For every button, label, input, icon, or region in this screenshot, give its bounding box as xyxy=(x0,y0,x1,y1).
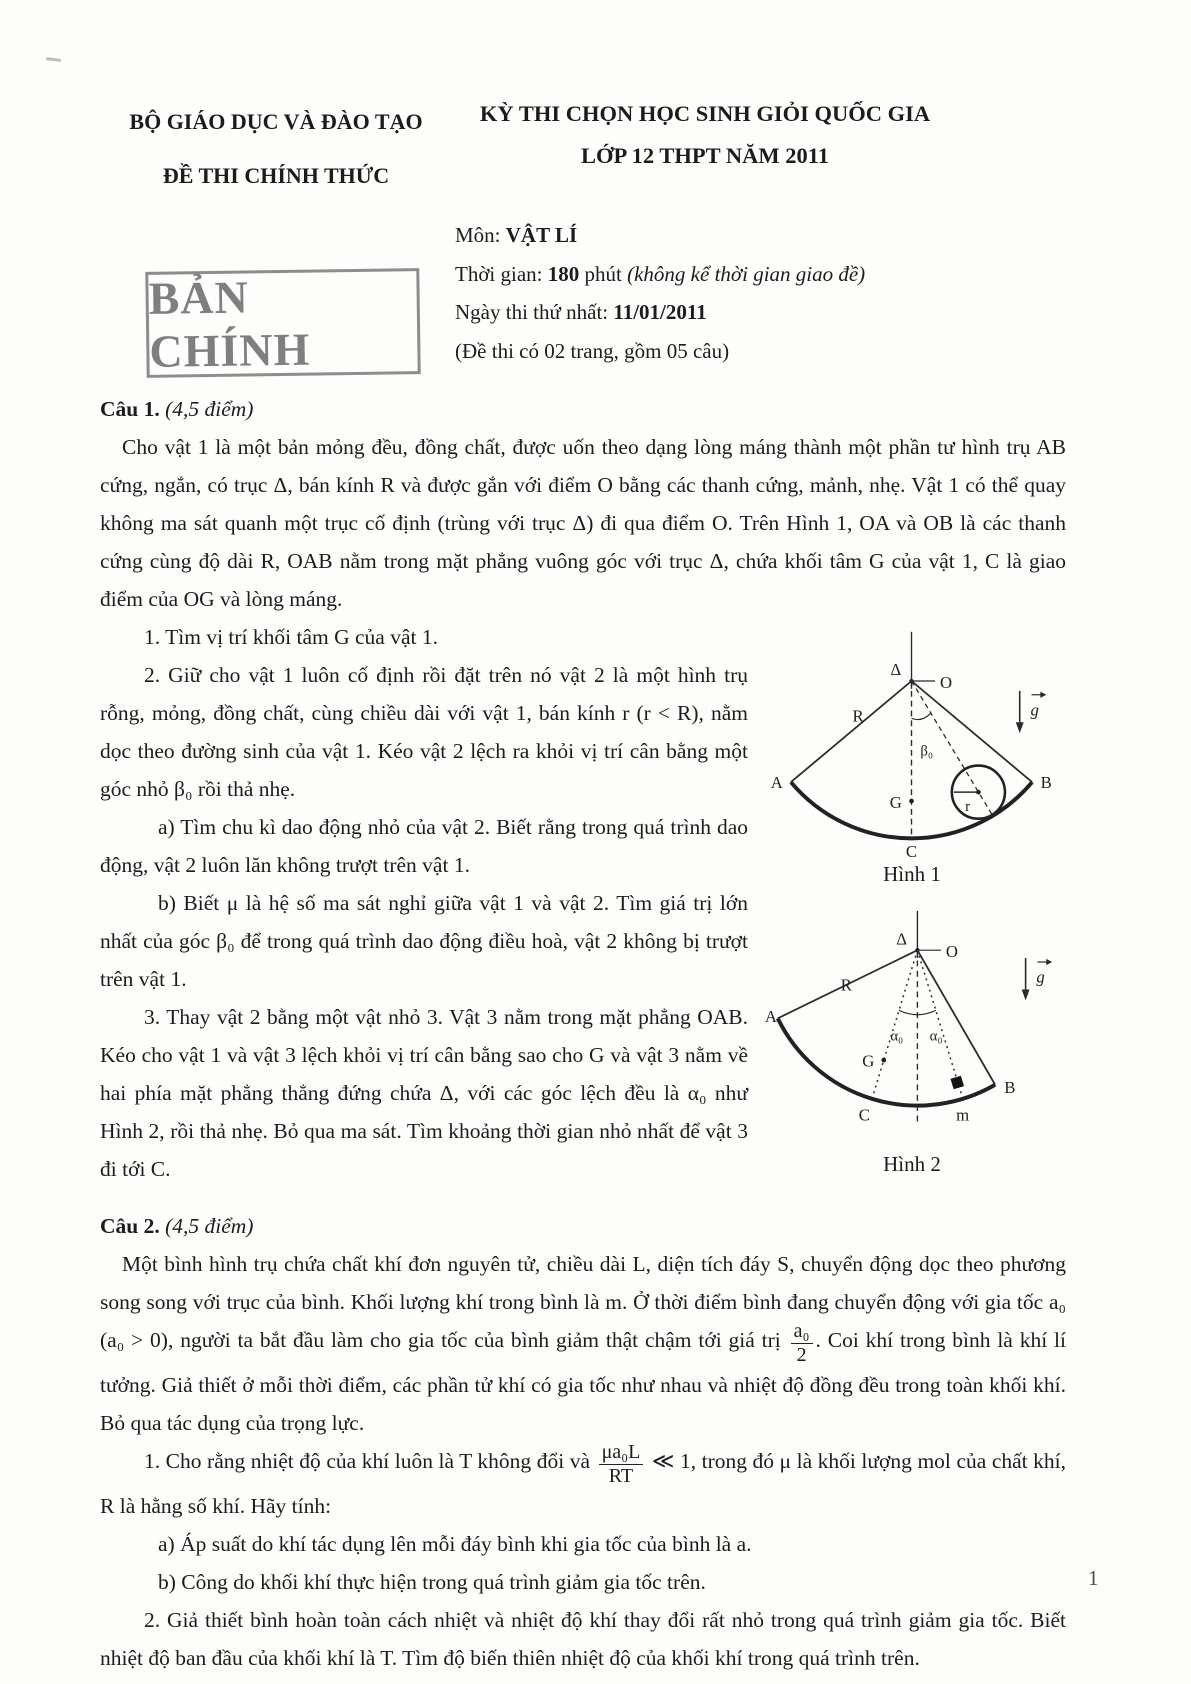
issuer-block xyxy=(106,110,446,188)
stamp-text: BẢN CHÍNH xyxy=(148,271,311,377)
time-value: 180 xyxy=(547,261,580,286)
fig2-r-big-label: R xyxy=(840,975,852,995)
fig2-a-label: A xyxy=(764,1007,777,1026)
fig1-c-label: C xyxy=(905,842,918,861)
exam-body xyxy=(100,390,1066,1677)
fig2-b-label: B xyxy=(1004,1077,1016,1097)
fig2-delta-label: Δ xyxy=(896,929,908,949)
fig1-rod-oa xyxy=(791,681,912,782)
question2-intro xyxy=(100,1245,1066,1442)
question2-item1b: b) Công do khối khí thực hiện trong quá trình giảm gia tốc trên. xyxy=(158,1570,706,1594)
fig2-g-label: G xyxy=(862,1051,875,1071)
fig1-b-label: B xyxy=(1040,773,1052,793)
figure2-tilted-trough-diagram xyxy=(762,893,1062,1151)
question2-item1-text1: 1. Cho rằng nhiệt độ của khí luôn là T không đổi và xyxy=(144,1449,596,1473)
date-line xyxy=(455,293,865,332)
question1-item2b: b) Biết μ là hệ số ma sát nghỉ giữa vật 1 và vật 2. Tìm giá trị lớn nhất của góc β₀ để trong quá trình dao động điều hoà, vật 2 không bị trượt trên vật 1. xyxy=(100,891,748,991)
question1-number: Câu 1. xyxy=(100,397,160,421)
question2-item2: 2. Giả thiết bình hoàn toàn cách nhiệt và nhiệt độ khí thay đổi rất nhỏ trong quá trình giảm gia tốc. Biết nhiệt độ ban đầu của khối khí là T. Tìm độ biến thiên nhiệt độ của khối khí trong quá trình trên. xyxy=(100,1608,1066,1670)
fig2-gravity-arrow xyxy=(1022,958,1052,1000)
question1-heading xyxy=(100,390,1066,428)
fig1-gravity-arrow xyxy=(1016,691,1046,733)
date-value: 11/01/2011 xyxy=(613,300,707,324)
question2-item1 xyxy=(100,1442,1066,1525)
exam-title-line2: LỚP 12 THPT NĂM 2011 xyxy=(581,142,829,168)
fig2-rod-ob xyxy=(917,950,995,1085)
pages-note: (Đề thi có 02 trang, gồm 05 câu) xyxy=(455,338,730,363)
question2-item1a: a) Áp suất do khí tác dụng lên mỗi đáy bình khi gia tốc của bình là a. xyxy=(158,1532,752,1556)
fig2-o-label: O xyxy=(945,942,959,962)
subject-label: Môn: xyxy=(455,223,506,247)
fig1-beta-angle-arc xyxy=(912,713,931,719)
question2-number: Câu 2. xyxy=(100,1214,160,1238)
question2-intro-text1: Một bình hình trụ chứa chất khí đơn nguyên tử, chiều dài L, diện tích đáy S, chuyển động dọc theo phương song song với trục của bình. Khối lượng khí trong bình là m. Ở thời điểm bình đang chuyển động với gia tốc a₀ (a₀ > 0), người ta bắt đầu làm cho gia tốc của bình giảm thật chậm tới giá trị xyxy=(100,1252,1066,1352)
question1-item2: 2. Giữ cho vật 1 luôn cố định rồi đặt trên nó vật 2 là một hình trụ rỗng, mỏng, đồng chất, cùng chiều dài với vật 1, bán kính r (r < R), nằm dọc theo đường sinh của vật 1. Kéo vật 2 lệch ra khỏi vị trí cân bằng một góc nhỏ β₀ rồi thả nhẹ. xyxy=(100,663,748,801)
fig2-alpha-right-label: α₀ xyxy=(929,1028,943,1045)
figure2-caption: Hình 2 xyxy=(883,1152,941,1176)
fig1-o-label: O xyxy=(940,672,953,692)
fig2-alpha-left-label: α₀ xyxy=(890,1028,904,1045)
fig1-beta-label: β₀ xyxy=(920,743,934,760)
question2-points: (4,5 điểm) xyxy=(159,1214,254,1238)
fraction-mua0l-over-rt: $\frac{\text{μa₀L}}{RT}$ xyxy=(599,1442,644,1487)
ban-chinh-stamp xyxy=(145,268,420,378)
issuer-name: BỘ GIÁO DỤC VÀ ĐÀO TẠO xyxy=(129,109,423,134)
date-label: Ngày thi thứ nhất: xyxy=(455,300,614,324)
fig1-r-small-label: r xyxy=(965,798,971,815)
time-note: (không kể thời gian giao đề) xyxy=(627,261,866,286)
fig2-g-label-text: g xyxy=(1036,967,1045,987)
fig2-mass-square xyxy=(950,1076,964,1090)
fig2-c-label: C xyxy=(858,1105,870,1125)
time-line xyxy=(455,255,865,294)
fraction-a0-over-2: $\frac{\text{a₀}}{2}$ xyxy=(791,1321,813,1366)
page-number: 1 xyxy=(1088,1566,1099,1590)
official-exam-label: ĐỀ THI CHÍNH THỨC xyxy=(162,163,390,189)
figure1-quarter-cylinder-diagram xyxy=(762,620,1062,861)
subject-value: VẬT LÍ xyxy=(505,223,578,247)
question1-item1: 1. Tìm vị trí khối tâm G của vật 1. xyxy=(144,625,438,649)
question1-item2a: a) Tìm chu kì dao động nhỏ của vật 2. Biết rằng trong quá trình dao động, vật 2 luôn lăn không trượt trên vật 1. xyxy=(100,815,748,877)
fig1-g-label-text: g xyxy=(1030,700,1039,720)
fig2-m-label: m xyxy=(956,1105,970,1125)
fig2-oc-dotted-line xyxy=(872,950,917,1099)
question2-heading xyxy=(100,1189,1066,1245)
time-unit: phút xyxy=(579,261,628,286)
fig2-om-dotted-line xyxy=(917,950,962,1099)
question1-intro: Cho vật 1 là một bản mỏng đều, đồng chất, được uốn theo dạng lòng máng thành một phần tư hình trụ AB cứng, ngắn, có trục Δ, bán kính R và được gắn với điểm O bằng các thanh cứng, mảnh, nhẹ. Vật 1 có thể quay không ma sát quanh một trục cố định (trùng với trục Δ) đi qua điểm O. Trên Hình 1, OA và OB là các thanh cứng cùng độ dài R, OAB nằm trong mặt phẳng vuông góc với trục Δ, chứa khối tâm G của vật 1, C là giao điểm của OG và lòng máng. xyxy=(100,435,1066,611)
question2-intro-text2: . Coi khí trong bình là khí lí tưởng. Giả thiết ở mỗi thời điểm, các phần tử khí có gia tốc như nhau và nhiệt độ đồng đều trong toàn khối khí. Bỏ qua tác dụng của trọng lực. xyxy=(100,1328,1066,1435)
subject-line xyxy=(455,216,865,255)
fig1-a-label: A xyxy=(770,773,783,793)
exam-title-block xyxy=(440,102,970,169)
question2-item1-text2: ≪ 1, trong đó μ là khối lượng mol của chất khí, R là hằng số khí. Hãy tính: xyxy=(100,1449,1067,1518)
scan-artifact xyxy=(46,57,61,62)
fig2-g-point xyxy=(881,1058,886,1063)
figure1-caption: Hình 1 xyxy=(883,862,941,886)
fig1-g-point xyxy=(909,799,914,804)
exam-title-line1: KỲ THI CHỌN HỌC SINH GIỎI QUỐC GIA xyxy=(479,101,931,126)
fig1-delta-label: Δ xyxy=(890,660,902,680)
time-label: Thời gian: xyxy=(455,261,548,286)
fig1-r-big-label: R xyxy=(852,706,864,726)
figures-column xyxy=(758,620,1066,1183)
question1-points: (4,5 điểm) xyxy=(159,397,254,421)
fig2-trough-arc xyxy=(778,1018,995,1105)
fig1-g-label: G xyxy=(889,792,902,812)
question1-item3: 3. Thay vật 2 bằng một vật nhỏ 3. Vật 3 nằm trong mặt phẳng OAB. Kéo cho vật 1 và vật 3 lệch khỏi vị trí cân bằng sao cho G và vật 3 nằm về hai phía mặt phẳng thẳng đứng chứa Δ, với các góc lệch đều là α₀ như Hình 2, rồi thả nhẹ. Bỏ qua ma sát. Tìm khoảng thời gian nhỏ nhất để vật 3 đi tới C. xyxy=(100,1005,748,1181)
exam-info-block xyxy=(455,216,865,370)
